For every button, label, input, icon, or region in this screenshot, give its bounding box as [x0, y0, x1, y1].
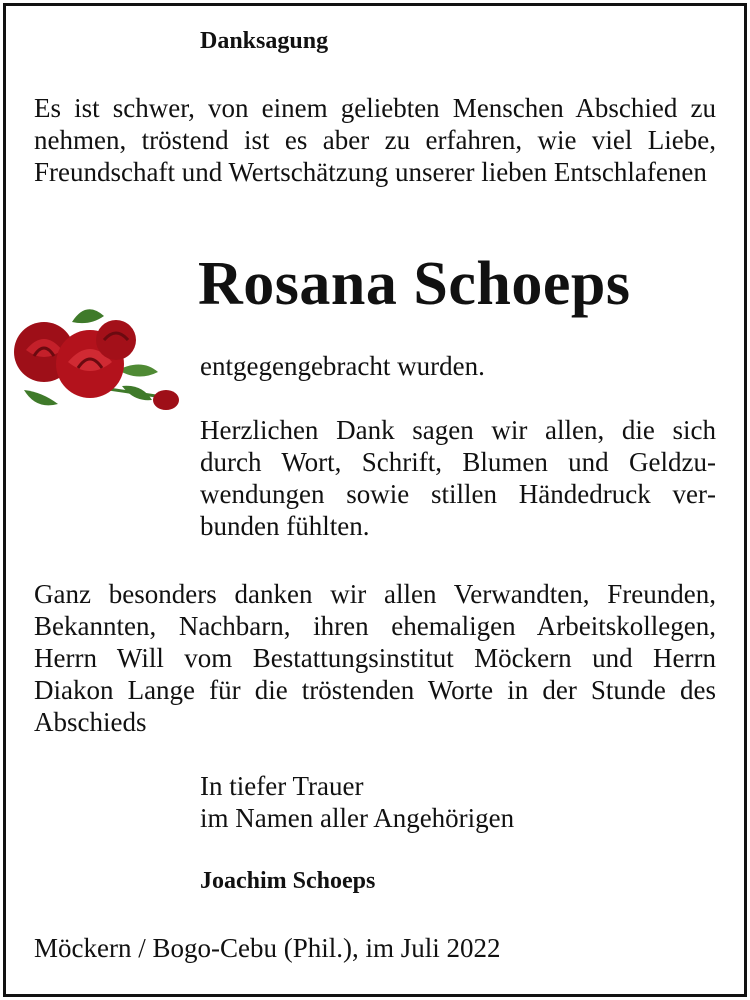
thanks-paragraph: Herzlichen Dank sagen wir allen, die sich durch Wort, Schrift, Blumen und Geldzuwendungen sowie stillen Händedruck verbunden fühlten. [200, 415, 716, 541]
deceased-name: Rosana Schoeps [198, 250, 631, 318]
notice-heading: Danksagung [200, 28, 329, 54]
red-roses-icon [6, 300, 186, 415]
after-name-text: entgegengebracht wurden. [200, 351, 485, 381]
closing-line-1: In tiefer Trauer [200, 771, 364, 801]
signer-name: Joachim Schoeps [200, 868, 376, 894]
place-date: Möckern / Bogo-Cebu (Phil.), im Juli 2022 [34, 933, 501, 963]
intro-paragraph: Es ist schwer, von einem geliebten Menschen Abschied zu nehmen, tröstend ist es aber zu erfahren, wie viel Liebe, Freundschaft und Wertschätzung unserer lieben Entschlafenen [34, 93, 716, 187]
closing-line-2: im Namen aller Angehörigen [200, 803, 515, 833]
special-thanks-paragraph: Ganz besonders danken wir allen Verwandten, Freunden, Bekannten, Nachbarn, ihren ehemaligen Arbeitskollegen, Herrn Will vom Bestattungsinstitut Möckern und Herrn Diakon Lange für die tröstenden Worte in der Stunde des Abschieds [34, 579, 716, 737]
